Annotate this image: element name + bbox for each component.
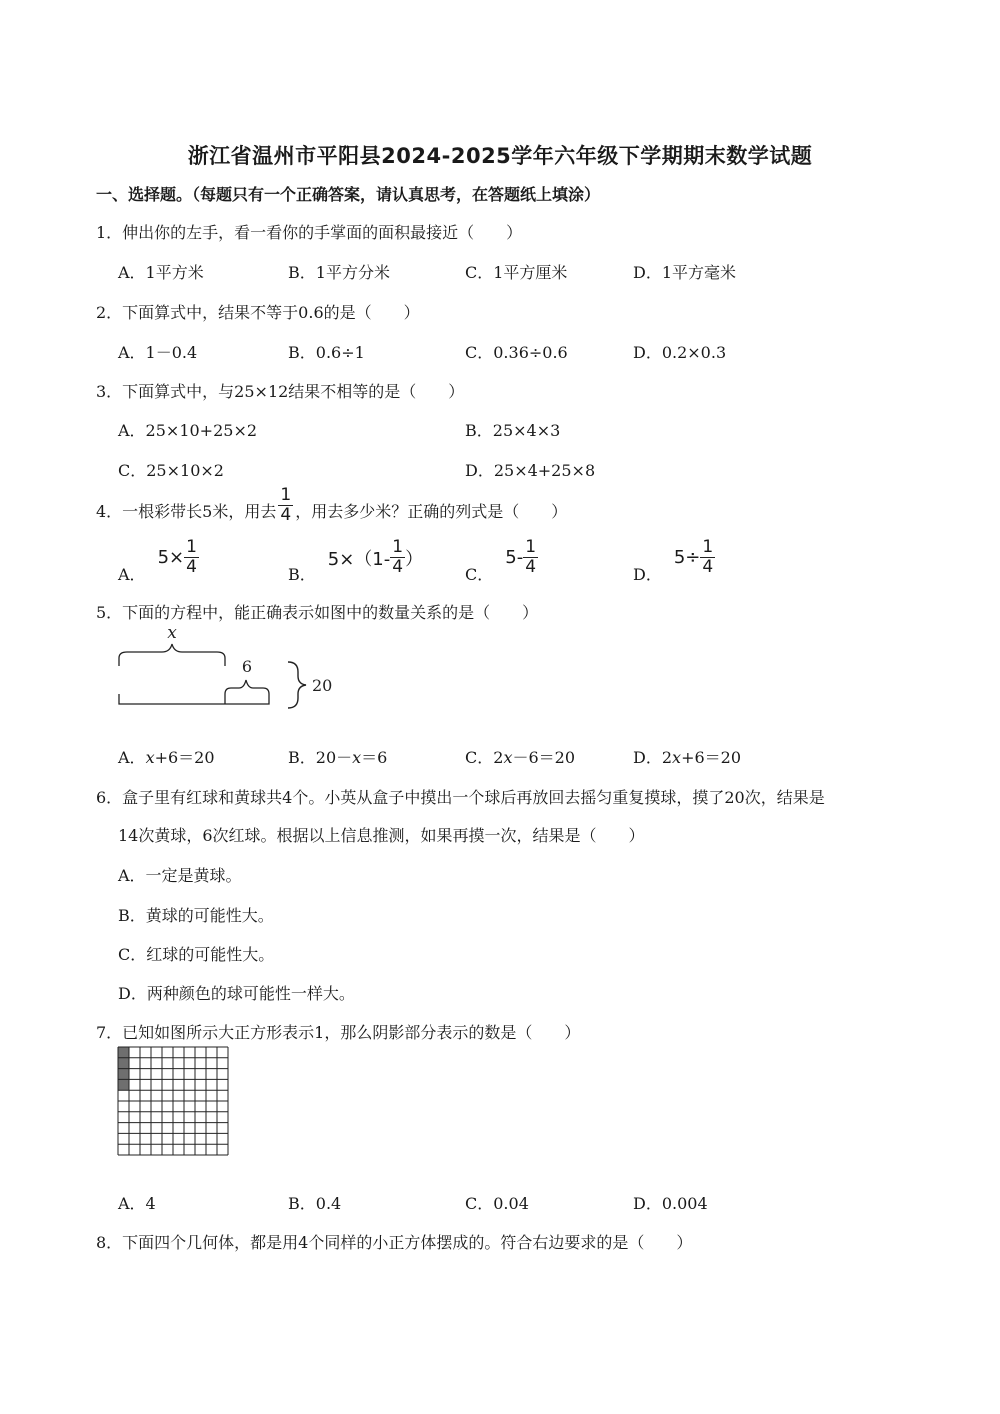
- total-label: 20: [312, 676, 333, 695]
- fraction-denominator: 4: [392, 557, 404, 577]
- variable-x: x: [672, 748, 682, 767]
- option-letter: C．: [465, 565, 494, 584]
- option-letter: A．: [118, 748, 146, 767]
- q1-option-a[interactable]: A．1平方米: [118, 263, 204, 282]
- x-label: x: [167, 623, 177, 643]
- q7-option-c[interactable]: C．0.04: [465, 1194, 529, 1213]
- shaded-cell: [118, 1058, 129, 1069]
- q5-option-c[interactable]: [465, 745, 575, 768]
- q1-option-d[interactable]: D．1平方毫米: [633, 263, 737, 282]
- q4-stem-fraction: [278, 486, 293, 525]
- equation-rest: －6＝20: [512, 748, 576, 767]
- q5-option-d[interactable]: [633, 745, 741, 768]
- fraction-denominator: 4: [280, 505, 292, 525]
- q2-option-c[interactable]: C．0.36÷0.6: [465, 343, 568, 362]
- fraction: [390, 538, 405, 577]
- q1-option-c[interactable]: C．1平方厘米: [465, 263, 568, 282]
- q4-expression-a: [158, 538, 199, 577]
- fraction: [700, 538, 715, 577]
- question-1-stem: 1．伸出你的左手，看一看你的手掌面的面积最接近（ ）: [96, 223, 523, 242]
- x-brace: [119, 644, 225, 666]
- equation-pre: 2: [493, 748, 504, 767]
- part-label: 6: [241, 657, 253, 676]
- part-brace: [225, 680, 269, 704]
- option-letter: B．: [288, 748, 316, 767]
- shaded-cell: [118, 1079, 129, 1090]
- option-letter: D．: [633, 565, 662, 584]
- q7-option-b[interactable]: B．0.4: [288, 1194, 342, 1213]
- shaded-cell: [118, 1047, 129, 1058]
- q3-option-d[interactable]: D．25×4+25×8: [465, 461, 596, 480]
- fraction-numerator: 1: [392, 537, 404, 557]
- equation-rest: ＝6: [361, 748, 388, 767]
- section-heading: 一、选择题。（每题只有一个正确答案，请认真思考，在答题纸上填涂）: [96, 185, 601, 204]
- total-segment: [119, 694, 269, 704]
- expr-text: 5÷: [673, 547, 701, 568]
- q2-option-a[interactable]: A．1－0.4: [118, 343, 198, 362]
- fraction-denominator: 4: [525, 557, 537, 577]
- expr-text: 5×（1-: [327, 548, 391, 570]
- option-letter: B．: [288, 565, 316, 584]
- q4-stem-before: 4．一根彩带长5米，用去: [96, 502, 277, 521]
- q6-option-d[interactable]: D．两种颜色的球可能性一样大。: [118, 984, 355, 1003]
- q3-option-b[interactable]: B．25×4×3: [465, 421, 561, 440]
- equation-pre: 2: [661, 748, 673, 767]
- question-7-stem: 7．已知如图所示大正方形表示1，那么阴影部分表示的数是（ ）: [96, 1023, 581, 1042]
- q2-option-d[interactable]: D．0.2×0.3: [633, 343, 727, 362]
- question-8-stem: 8．下面四个几何体，都是用4个同样的小正方体摆成的。符合右边要求的是（ ）: [96, 1233, 693, 1252]
- q7-option-d[interactable]: D．0.004: [633, 1194, 708, 1213]
- option-letter: D．: [633, 748, 662, 767]
- expr-text: 5-: [505, 547, 524, 568]
- question-4-stem: [96, 486, 567, 525]
- question-2-stem: 2．下面算式中，结果不等于0.6的是（ ）: [96, 303, 420, 322]
- q4-expression-d: [674, 538, 715, 577]
- shaded-cell: [118, 1069, 129, 1080]
- option-letter: A．: [118, 565, 146, 584]
- q3-option-c[interactable]: C．25×10×2: [118, 461, 224, 480]
- q6-option-b[interactable]: B．黄球的可能性大。: [118, 906, 274, 925]
- expr-text: ）: [405, 548, 424, 570]
- q6-option-a[interactable]: A．一定是黄球。: [118, 866, 242, 885]
- q4-stem-after: ，用去多少米？正确的列式是（ ）: [295, 502, 568, 521]
- variable-x: x: [145, 748, 155, 767]
- variable-x: x: [352, 748, 362, 767]
- equation-rest: +6＝20: [154, 748, 215, 767]
- expr-text: 5×: [157, 547, 185, 568]
- question-3-stem: 3．下面算式中，与25×12结果不相等的是（ ）: [96, 382, 465, 401]
- q3-option-a[interactable]: A．25×10+25×2: [118, 421, 258, 440]
- fraction: [523, 538, 538, 577]
- q2-option-b[interactable]: B．0.6÷1: [288, 343, 365, 362]
- question-5-stem: 5．下面的方程中，能正确表示如图中的数量关系的是（ ）: [96, 603, 539, 622]
- fraction-numerator: 1: [280, 485, 292, 505]
- fraction-numerator: 1: [702, 537, 714, 557]
- total-brace: [288, 662, 306, 708]
- q4-expression-b: [328, 538, 423, 577]
- question-6-stem-line-1: 6．盒子里有红球和黄球共4个。小英从盒子中摸出一个球后再放回去摇匀重复摸球，摸了20次，结果是: [96, 788, 825, 807]
- q6-option-c[interactable]: C．红球的可能性大。: [118, 945, 275, 964]
- q4-option-a[interactable]: [118, 538, 199, 585]
- page-title: 浙江省温州市平阳县2024-2025学年六年级下学期期末数学试题: [187, 144, 813, 168]
- q5-option-b[interactable]: [288, 745, 387, 768]
- variable-x: x: [503, 748, 513, 767]
- equation-rest: +6＝20: [681, 748, 742, 767]
- q7-option-a[interactable]: A．4: [118, 1194, 156, 1213]
- equation-pre: 20－: [315, 748, 353, 767]
- q7-hundred-grid: [117, 1046, 229, 1156]
- q4-expression-c: [505, 538, 538, 577]
- question-6-stem-line-2: 14次黄球，6次红球。根据以上信息推测，如果再摸一次，结果是（ ）: [118, 826, 645, 845]
- q4-option-b[interactable]: [288, 538, 423, 585]
- q5-option-a[interactable]: [118, 745, 215, 768]
- fraction-numerator: 1: [186, 537, 197, 557]
- q5-segment-diagram: [110, 620, 350, 720]
- option-letter: C．: [465, 748, 494, 767]
- q1-option-b[interactable]: B．1平方分米: [288, 263, 390, 282]
- fraction-numerator: 1: [525, 537, 537, 557]
- fraction-denominator: 4: [186, 557, 197, 577]
- fraction: [184, 538, 199, 577]
- fraction-denominator: 4: [702, 557, 714, 577]
- q4-option-d[interactable]: [633, 538, 715, 585]
- q4-option-c[interactable]: [465, 538, 538, 585]
